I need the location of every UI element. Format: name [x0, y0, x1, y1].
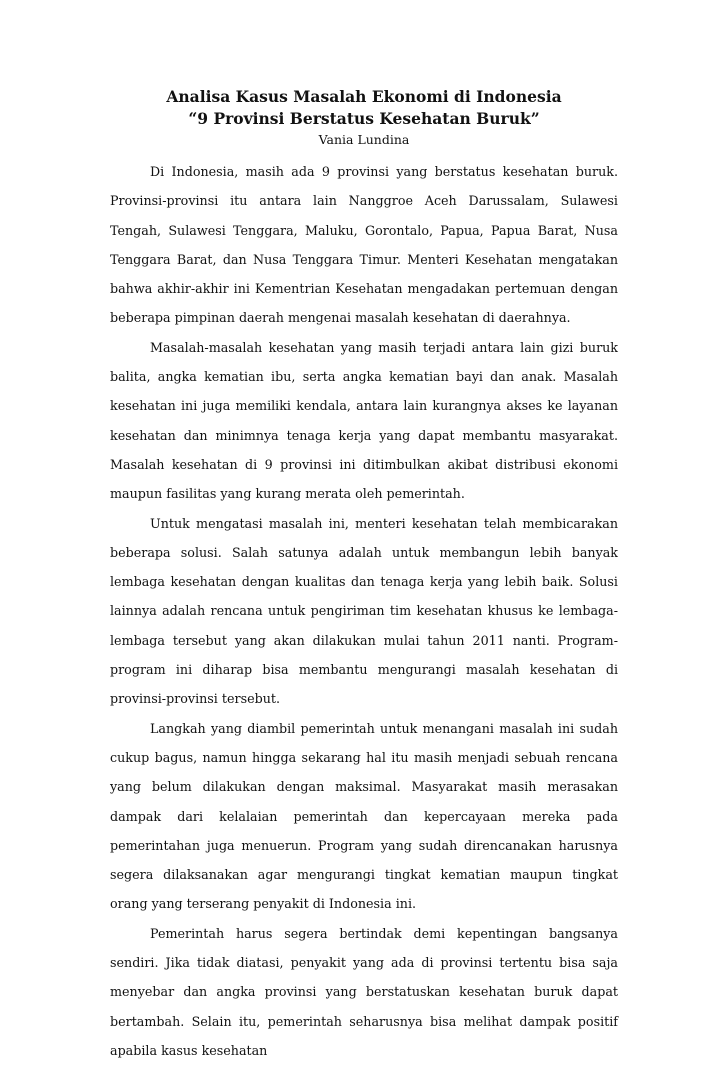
paragraph: Di Indonesia, masih ada 9 provinsi yang berstatus kesehatan buruk. Provinsi-provinsi itu antara lain Nanggroe Aceh Darussalam, Sulawesi Tengah, Sulawesi Tenggara, Maluku, Gorontalo, Papua, Papua Barat, Nusa Tenggara Barat, dan Nusa Tenggara Timur. Menteri Kesehatan mengatakan bahwa akhir-akhir ini Kementrian Kesehatan mengadakan pertemuan dengan beberapa pimpinan daerah mengenai masalah kesehatan di daerahnya.	[110, 164, 618, 326]
paragraph: Untuk mengatasi masalah ini, menteri kesehatan telah membicarakan beberapa solusi. Salah satunya adalah untuk membangun lebih banyak lembaga kesehatan dengan kualitas dan tenaga kerja yang lebih baik. Solusi lainnya adalah rencana untuk pengiriman tim kesehatan khusus ke lembaga-lembaga tersebut yang akan dilakukan mulai tahun 2011 nanti. Program-program ini diharap bisa membantu mengurangi masalah kesehatan di provinsi-provinsi tersebut.	[110, 515, 618, 707]
paragraph: Langkah yang diambil pemerintah untuk menangani masalah ini sudah cukup bagus, namun hingga sekarang hal itu masih menjadi sebuah rencana yang belum dilakukan dengan maksimal. Masyarakat masih merasakan dampak dari kelalaian pemerintah dan kepercayaan mereka pada pemerintahan juga menuerun. Program yang sudah direncanakan harusnya segera dilaksanakan agar mengurangi tingkat kematian maupun tingkat orang yang terserang penyakit di Indonesia ini.	[110, 720, 618, 912]
document-body	[110, 157, 618, 1065]
document-title: Analisa Kasus Masalah Ekonomi di Indonesia	[166, 87, 562, 106]
author-name: Vania Lundina	[318, 132, 410, 147]
paragraph: Masalah-masalah kesehatan yang masih terjadi antara lain gizi buruk balita, angka kematian ibu, serta angka kematian bayi dan anak. Masalah kesehatan ini juga memiliki kendala, antara lain kurangnya akses ke layanan kesehatan dan minimnya tenaga kerja yang dapat membantu masyarakat. Masalah kesehatan di 9 provinsi ini ditimbulkan akibat distribusi ekonomi maupun fasilitas yang kurang merata oleh pemerintah.	[110, 339, 618, 502]
paragraph: Pemerintah harus segera bertindak demi kepentingan bangsanya sendiri. Jika tidak diatasi, penyakit yang ada di provinsi tertentu bisa saja menyebar dan angka provinsi yang berstatuskan kesehatan buruk dapat bertambah. Selain itu, pemerintah seharusnya bisa melihat dampak positif apabila kasus kesehatan	[110, 925, 618, 1058]
document-subtitle: “9 Provinsi Berstatus Kesehatan Buruk”	[188, 109, 540, 128]
title-block	[0, 86, 728, 150]
